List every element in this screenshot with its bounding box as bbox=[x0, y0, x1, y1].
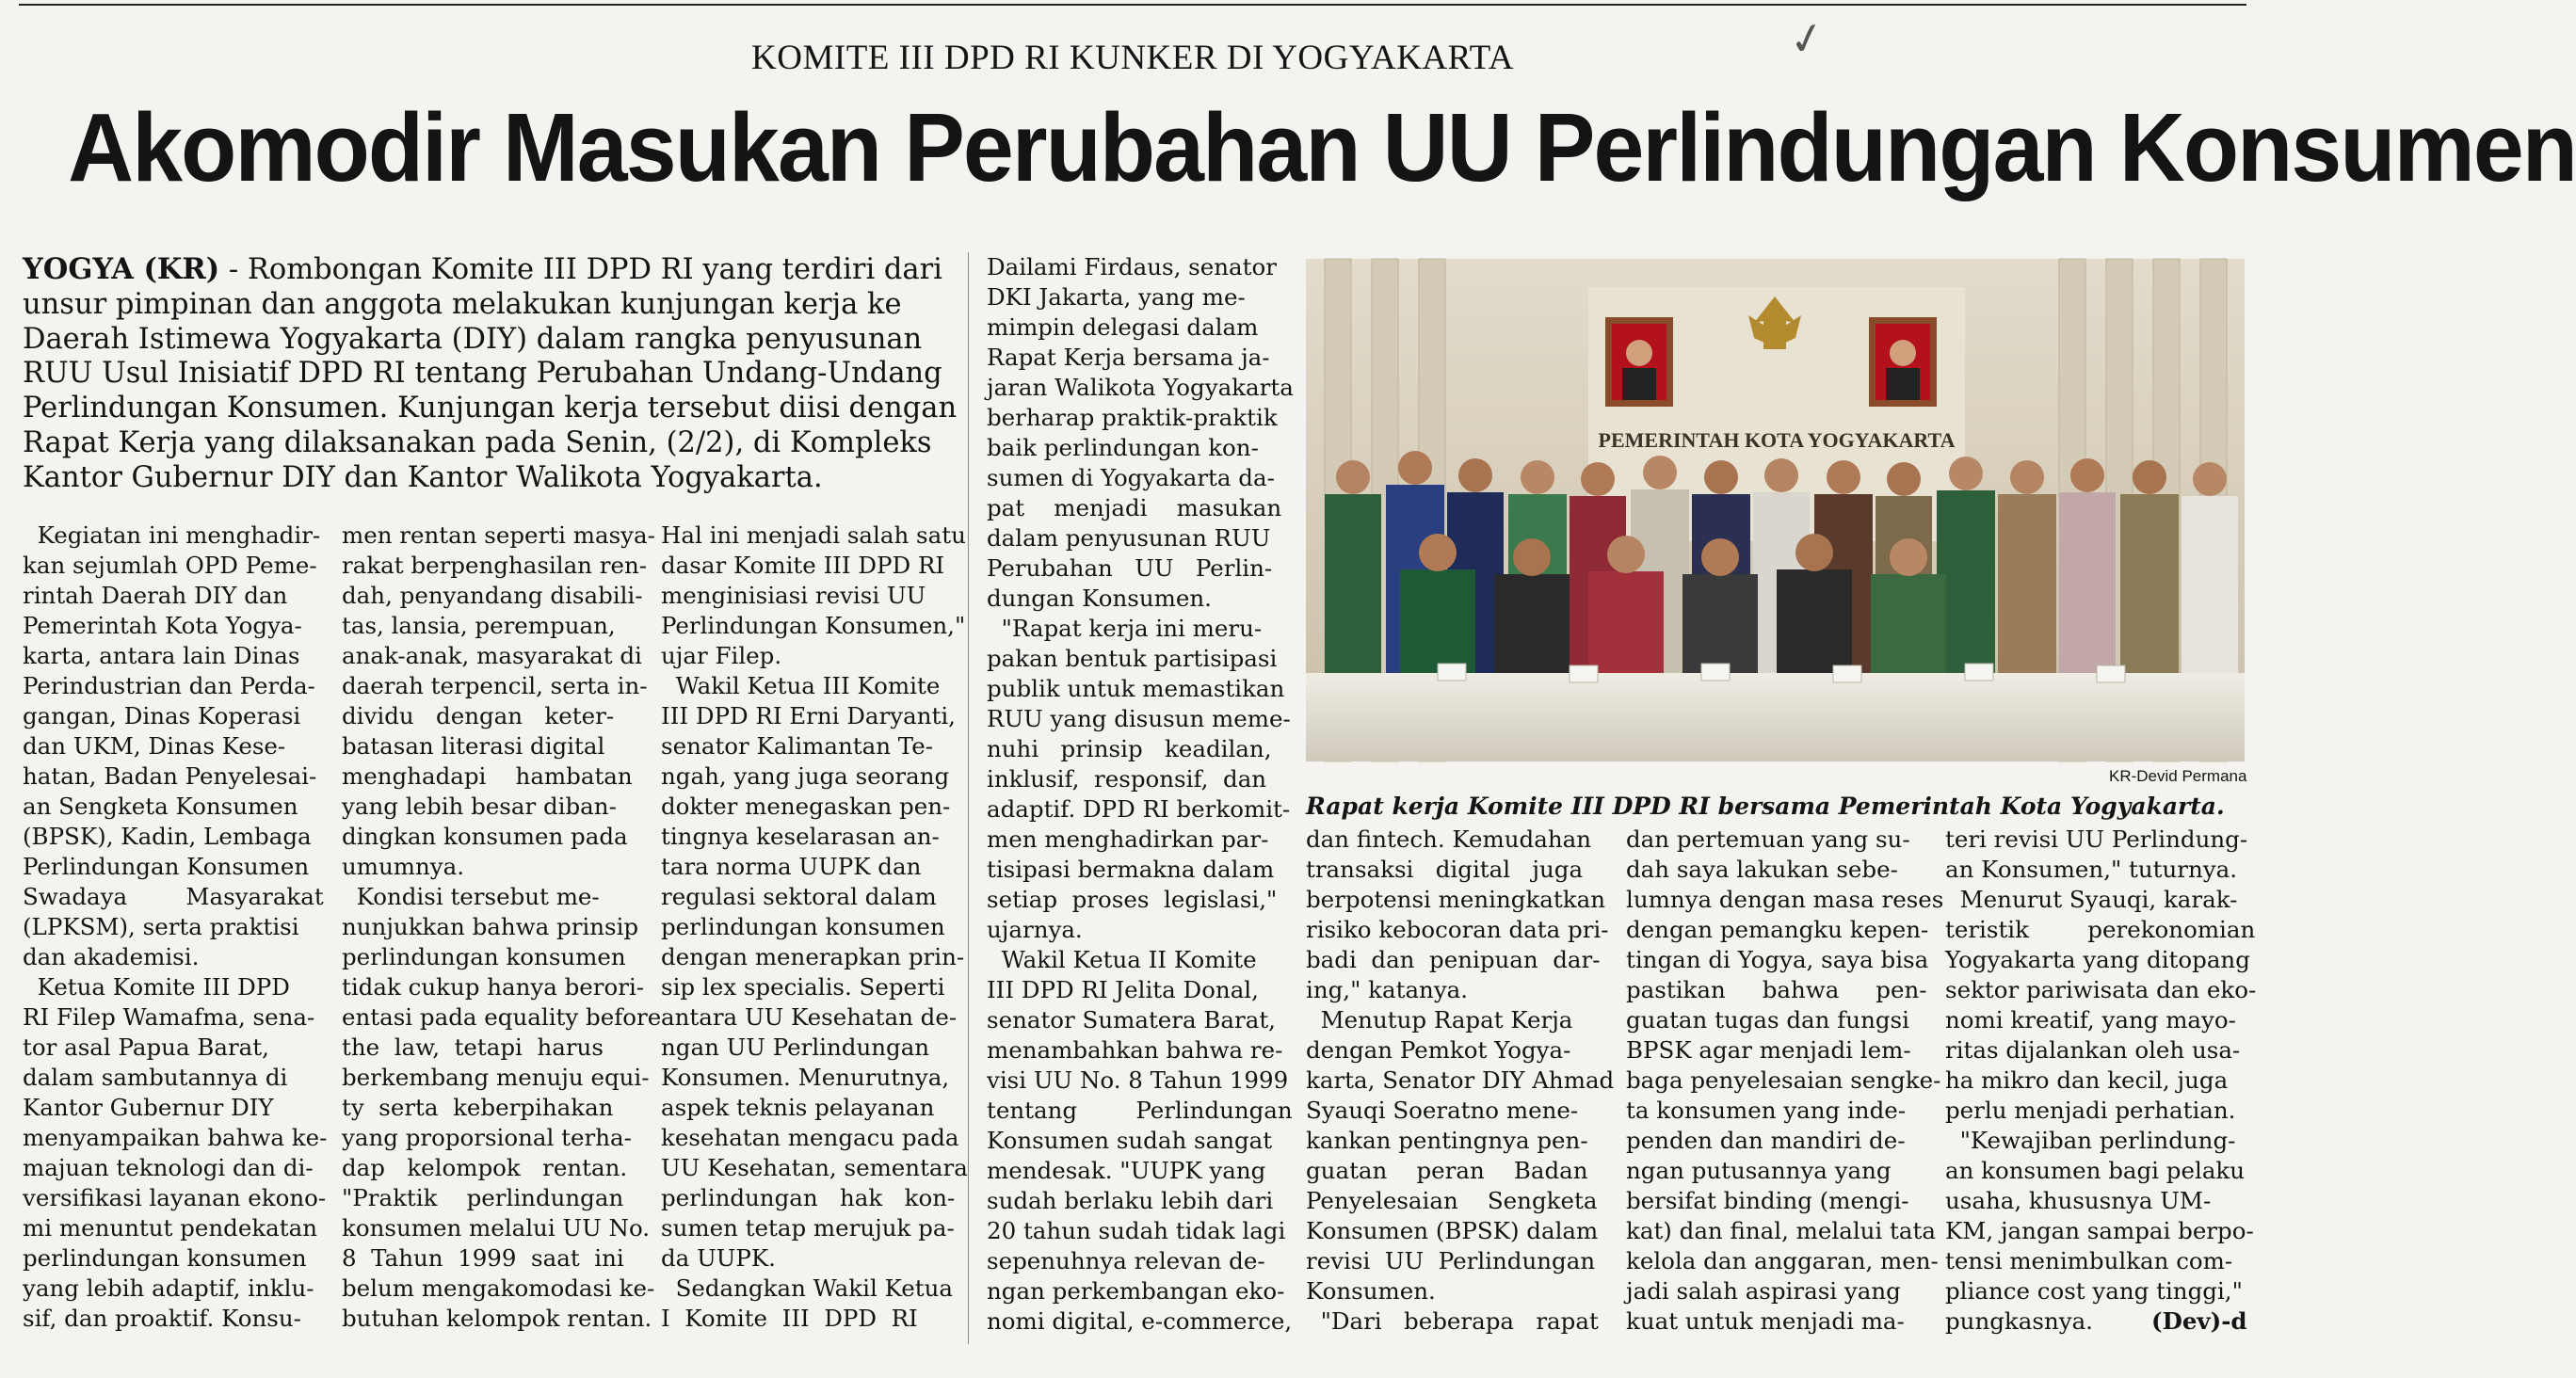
column-5: dan fintech. Kemudahan transaksi digital juga berpotensi meningkatkan risiko kebocoran data pri- badi dan penipuan dar- ing," katanya. Menutup Rapat Kerja dengan Pemkot Yogya- karta, Senator DIY Ahmad Syauqi Soeratno mene- kankan pentingnya pen- guatan peran Badan Penyelesaian Sengketa Konsumen (BPSK) dalam revisi UU Perlindungan Konsumen. "Dari beberapa rapat bbox=[1306, 825, 1615, 1335]
portrait-right bbox=[1869, 317, 1937, 407]
dateline: YOGYA (KR) bbox=[23, 252, 220, 286]
sign-text: PEMERINTAH KOTA YOGYAKARTA bbox=[1598, 428, 1956, 452]
column-divider bbox=[968, 252, 969, 1344]
kicker: KOMITE III DPD RI KUNKER DI YOGYAKARTA bbox=[751, 39, 1514, 77]
signoff: (Dev)-d bbox=[2151, 1307, 2247, 1335]
column-4: Dailami Firdaus, senator DKI Jakarta, yang me- mimpin delegasi dalam Rapat Kerja bersama ja- jaran Walikota Yogyakarta berharap praktik-praktik baik perlindungan kon- sumen di Yogyakarta da- pat menjadi masukan dalam penyusunan RUU Perubahan UU Perlin- dungan Konsumen. "Rapat kerja ini meru- pakan bentuk partisipasi publik untuk memastikan RUU yang disusun meme- nuhi prinsip keadilan, inklusif, responsif, dan adaptif. DPD RI berkomit- men menghadirkan par- tisipasi bermakna dalam setiap proses legislasi," ujarnya. Wakil Ketua II Komite III DPD RI Jelita Donal, senator Sumatera Barat, menambahkan bahwa re- visi UU No. 8 Tahun 1999 tentang Perlindungan Konsumen sudah sangat mendesak. "UUPK yang sudah berlaku lebih dari 20 tahun sudah tidak lagi sepenuhnya relevan de- ngan perkembangan eko- nomi digital, e-commerce, bbox=[987, 253, 1294, 1335]
meeting-photo bbox=[1306, 259, 2245, 761]
portrait-left bbox=[1605, 317, 1673, 407]
lead-text: - Rombongan Komite III DPD RI yang terdiri dari unsur pimpinan dan anggota melakukan kunjungan kerja ke Daerah Istimewa Yogyakarta (DIY) dalam rangka penyusunan RUU Usul Inisiatif DPD RI tentang Perubahan Undang-Undang Perlindungan Konsumen. Kunjungan kerja tersebut diisi dengan Rapat Kerja yang dilaksanakan pada Senin, (2/2), di Kompleks Kantor Gubernur DIY dan Kantor Walikota Yogyakarta. bbox=[23, 253, 958, 494]
headline: Akomodir Masukan Perubahan UU Perlindungan Konsumen bbox=[68, 93, 2576, 201]
photo bbox=[1306, 259, 2245, 761]
photo-credit: KR-Devid Permana bbox=[2109, 767, 2247, 785]
column-7: teri revisi UU Perlindung- an Konsumen," tuturnya. Menurut Syauqi, karak- teristik perekonomian Yogyakarta yang ditopang sektor pariwisata dan eko- nomi kreatif, yang mayo- ritas dijalankan oleh usa- ha mikro dan kecil, juga perlu menjadi perhatian. "Kewajiban perlindung- an konsumen bagi pelaku usaha, khususnya UM- KM, jangan sampai berpo- tensi menimbulkan com- pliance cost yang tinggi," pungkasnya. bbox=[1945, 825, 2257, 1335]
photo-caption: Rapat kerja Komite III DPD RI bersama Pemerintah Kota Yogyakarta. bbox=[1306, 793, 2225, 820]
column-1: Kegiatan ini menghadir- kan sejumlah OPD Peme- rintah Daerah DIY dan Pemerintah Kota Yogya- karta, antara lain Dinas Perindustrian dan Perda- gangan, Dinas Koperasi dan UKM, Dinas Kese- hatan, Badan Penyelesai- an Sengketa Konsumen (BPSK), Kadin, Lembaga Perlindungan Konsumen Swadaya Masyarakat (LPKSM), serta praktisi dan akademisi. Ketua Komite III DPD RI Filep Wamafma, sena- tor asal Papua Barat, dalam sambutannya di Kantor Gubernur DIY menyampaikan bahwa ke- majuan teknologi dan di- versifikasi layanan ekono- mi menuntut pendekatan perlindungan konsumen yang lebih adaptif, inklu- sif, dan proaktif. Konsu- bbox=[23, 521, 328, 1332]
lead-paragraph bbox=[23, 252, 957, 496]
column-6: dan pertemuan yang su- dah saya lakukan sebe- lumnya dengan masa reses dengan pemangku kepen- tingan di Yogya, saya bisa pastikan bahwa pen- guatan tugas dan fungsi BPSK agar menjadi lem- baga penyelesaian sengke- ta konsumen yang inde- penden dan mandiri de- ngan putusannya yang bersifat binding (mengi- kat) dan final, melalui tata kelola dan anggaran, men- jadi salah aspirasi yang kuat untuk menjadi ma- bbox=[1626, 825, 1944, 1335]
column-2: men rentan seperti masya- rakat berpenghasilan ren- dah, penyandang disabili- tas, lansia, perempuan, anak-anak, masyarakat di daerah terpencil, serta in- dividu dengan keter- batasan literasi digital menghadapi hambatan yang lebih besar diban- dingkan konsumen pada umumnya. Kondisi tersebut me- nunjukkan bahwa prinsip perlindungan konsumen tidak cukup hanya berori- entasi pada equality before the law, tetapi harus berkembang menuju equi- ty serta keberpihakan yang proporsional terha- dap kelompok rentan. "Praktik perlindungan konsumen melalui UU No. 8 Tahun 1999 saat ini belum mengakomodasi ke- butuhan kelompok rentan. bbox=[342, 521, 662, 1332]
pen-mark: ✓ bbox=[1784, 10, 1830, 67]
column-3: Hal ini menjadi salah satu dasar Komite III DPD RI menginisiasi revisi UU Perlindungan Konsumen," ujar Filep. Wakil Ketua III Komite III DPD RI Erni Daryanti, senator Kalimantan Te- ngah, yang juga seorang dokter menegaskan pen- tingnya keselarasan an- tara norma UUPK dan regulasi sektoral dalam perlindungan konsumen dengan menerapkan prin- sip lex specialis. Seperti antara UU Kesehatan de- ngan UU Perlindungan Konsumen. Menurutnya, aspek teknis pelayanan kesehatan mengacu pada UU Kesehatan, sementara perlindungan hak kon- sumen tetap merujuk pa- da UUPK. Sedangkan Wakil Ketua I Komite III DPD RI bbox=[661, 521, 968, 1332]
top-rule bbox=[19, 4, 2246, 6]
